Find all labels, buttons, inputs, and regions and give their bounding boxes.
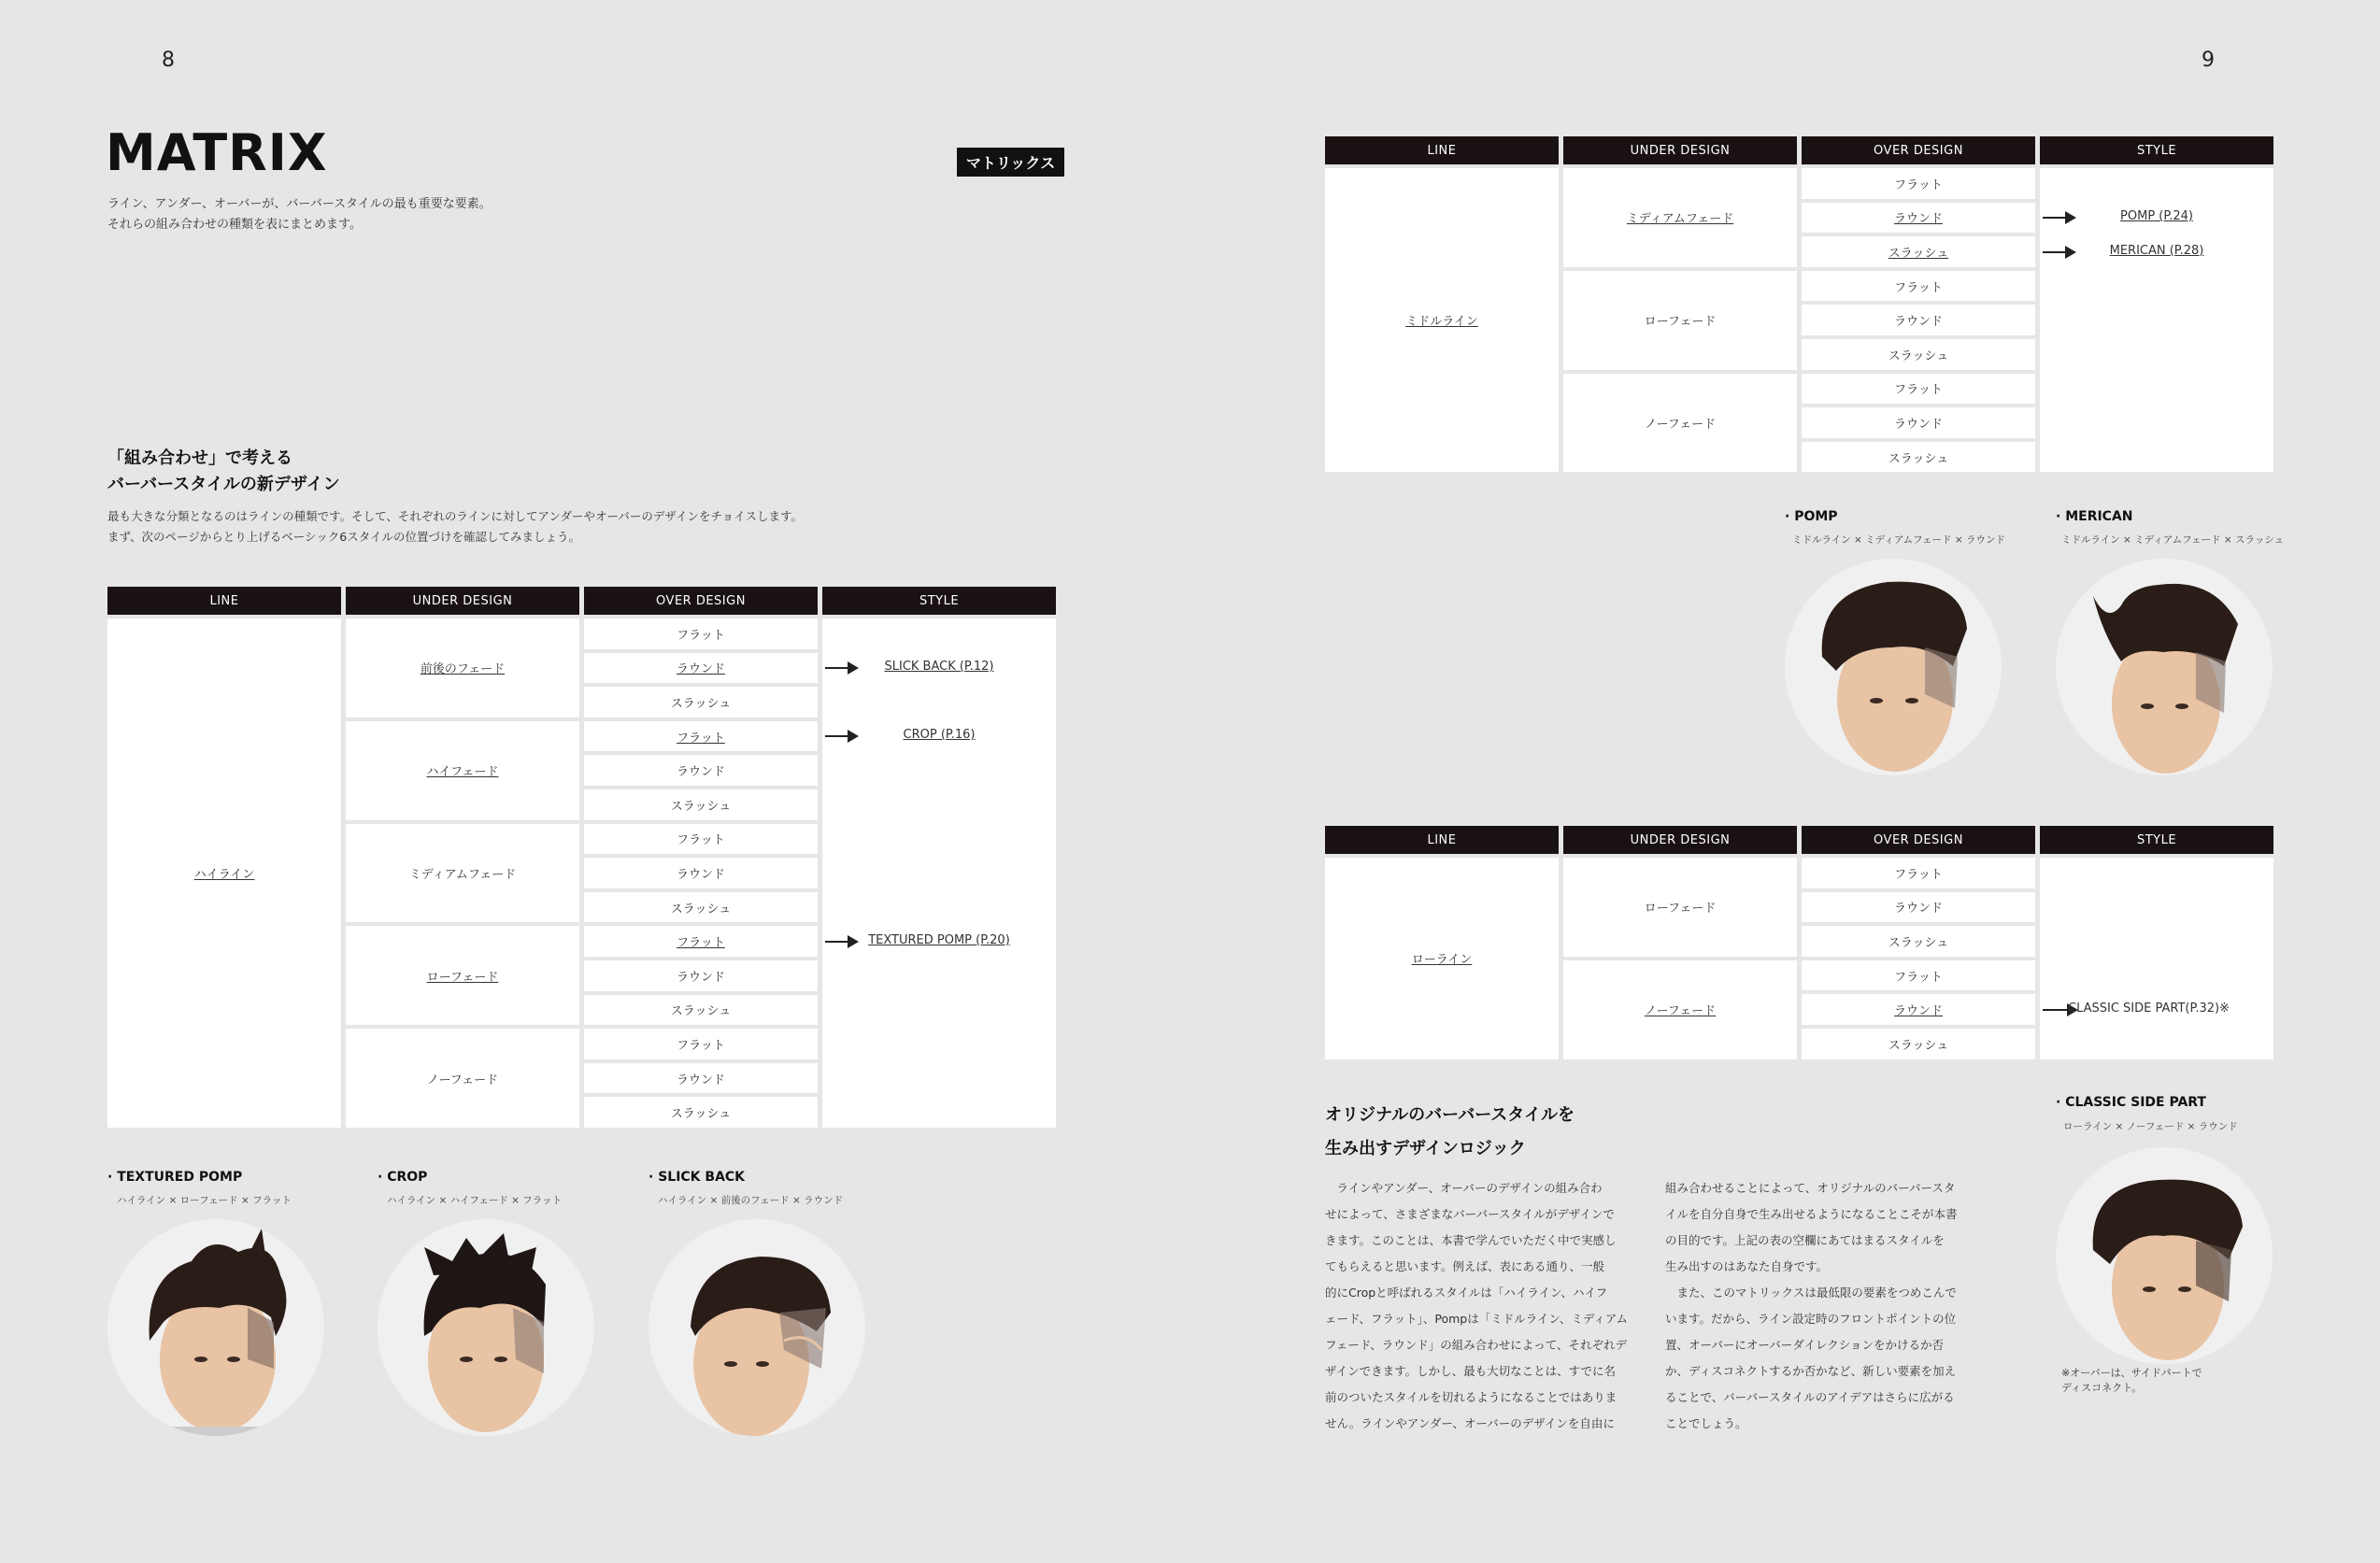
middle-table-style-label: MERICAN (P.28) bbox=[2109, 243, 2204, 258]
caption-crop-sub: ハイライン × ハイフェード × フラット bbox=[387, 1195, 563, 1206]
page-title: MATRIX bbox=[106, 123, 328, 182]
high-table-over-cell bbox=[584, 653, 818, 684]
middle-table-header-style: STYLE bbox=[2040, 136, 2273, 164]
low-table-under-cell bbox=[1563, 960, 1797, 1059]
caption-merican-title: · MERICAN bbox=[2056, 509, 2133, 524]
merican-photo bbox=[2056, 559, 2273, 775]
middle-table-over-cell bbox=[1802, 203, 2035, 234]
high-table-over-cell bbox=[584, 789, 818, 820]
high-table-under-label: ハイフェード bbox=[426, 765, 499, 780]
middle-table-over-cell bbox=[1802, 442, 2035, 473]
middle-table-over-cell bbox=[1802, 407, 2035, 438]
section2-heading: オリジナルのバーバースタイルを 生み出すデザインロジック bbox=[1325, 1105, 1575, 1158]
low-table-line-label: ローライン bbox=[1411, 953, 1473, 968]
middle-table-under-cell bbox=[1563, 271, 1797, 370]
section2-column-2: 組み合わせることによって、オリジナルのバーバースタ イルを自分自身で生み出せるようになることこそが本書 の目的です。上記の表の空欄にあてはまるスタイルを 生み出すのはあなた自身です。 また、このマトリックスは最低限の要素をつめこんで います。だから、ライン設定時のフロントポイントの位 置、オーバーにオーバーダイレクションをかけるか否 か、ディスコネクトするか否かなど、新しい要素を加え ることで、バーバースタイルのアイデアはさらに広がる ことでしょう。 bbox=[1665, 1181, 1958, 1430]
caption-crop-title: · CROP bbox=[378, 1170, 428, 1185]
low-table-under-label: ローフェード bbox=[1644, 902, 1717, 916]
high-table-over-cell bbox=[584, 926, 818, 957]
high-table-over-label: スラッシュ bbox=[670, 1004, 732, 1019]
caption-textured-pomp-sub: ハイライン × ローフェード × フラット bbox=[117, 1195, 292, 1206]
high-table-under-label: ミディアムフェード bbox=[408, 867, 517, 882]
high-table-style-label: SLICK BACK (P.12) bbox=[884, 659, 994, 674]
high-table-over-label: スラッシュ bbox=[670, 799, 732, 814]
classic-note: ※オーバーは、サイドパートで ディスコネクト。 bbox=[2061, 1367, 2202, 1394]
middle-table-over-label: ラウンド bbox=[1893, 417, 1943, 432]
low-table-header-under-design: UNDER DESIGN bbox=[1563, 826, 1797, 854]
caption-classic-title: · CLASSIC SIDE PART bbox=[2056, 1095, 2206, 1110]
high-table-over-cell bbox=[584, 1063, 818, 1094]
low-table-header-over-design: OVER DESIGN bbox=[1802, 826, 2035, 854]
high-table-under-label: ノーフェード bbox=[426, 1073, 499, 1087]
textured-pomp-photo bbox=[107, 1219, 324, 1436]
high-table-over-label: フラット bbox=[677, 628, 725, 643]
high-table-over-cell bbox=[584, 1029, 818, 1059]
slick-back-photo bbox=[648, 1219, 865, 1436]
middle-table-over-label: スラッシュ bbox=[1888, 451, 1949, 466]
high-table-over-label: ラウンド bbox=[676, 662, 725, 677]
middle-table-header-line: LINE bbox=[1325, 136, 1559, 164]
high-table-over-cell bbox=[584, 1097, 818, 1128]
high-table-over-label: ラウンド bbox=[676, 1073, 725, 1087]
high-table-over-cell bbox=[584, 618, 818, 649]
high-table-over-label: スラッシュ bbox=[670, 902, 732, 916]
caption-textured-pomp-title: · TEXTURED POMP bbox=[107, 1170, 243, 1185]
high-table-under-cell bbox=[346, 1029, 579, 1128]
high-table-under-cell bbox=[346, 721, 579, 820]
middle-table-line-label: ミドルライン bbox=[1405, 315, 1478, 330]
high-table-under-label: ローフェード bbox=[426, 970, 499, 985]
classic-side-part-photo bbox=[2056, 1147, 2273, 1364]
high-table-over-label: フラット bbox=[677, 833, 725, 848]
title-tag: マトリックス bbox=[957, 148, 1064, 177]
middle-table-line-cell bbox=[1325, 168, 1559, 472]
high-table-over-label: フラット bbox=[677, 731, 725, 746]
low-table-over-label: ラウンド bbox=[1893, 1004, 1943, 1019]
middle-table-over-label: ラウンド bbox=[1893, 315, 1943, 330]
middle-table-over-cell bbox=[1802, 374, 2035, 405]
high-table-over-label: フラット bbox=[677, 936, 725, 951]
high-table-under-cell bbox=[346, 926, 579, 1025]
middle-table-under-label: ミディアムフェード bbox=[1626, 212, 1734, 227]
pomp-photo bbox=[1785, 559, 2002, 775]
high-table-header-over-design: OVER DESIGN bbox=[584, 587, 818, 615]
low-table-over-cell bbox=[1802, 1029, 2035, 1059]
middle-table-header-under-design: UNDER DESIGN bbox=[1563, 136, 1797, 164]
middle-table-over-cell bbox=[1802, 339, 2035, 370]
high-table-over-cell bbox=[584, 824, 818, 855]
low-table-over-label: スラッシュ bbox=[1888, 935, 1949, 950]
high-table-over-label: ラウンド bbox=[676, 867, 725, 882]
high-table-over-cell bbox=[584, 858, 818, 888]
high-table-under-cell bbox=[346, 824, 579, 923]
high-table-over-cell bbox=[584, 721, 818, 752]
low-table-over-cell bbox=[1802, 960, 2035, 991]
low-table-over-label: フラット bbox=[1894, 970, 1943, 985]
middle-table-over-cell bbox=[1802, 271, 2035, 302]
caption-pomp-sub: ミドルライン × ミディアムフェード × ラウンド bbox=[1792, 534, 2006, 546]
middle-table-over-label: スラッシュ bbox=[1888, 348, 1949, 363]
caption-classic-sub: ローライン × ノーフェード × ラウンド bbox=[2063, 1121, 2238, 1132]
high-table-over-label: フラット bbox=[677, 1038, 725, 1053]
low-table-header-style: STYLE bbox=[2040, 826, 2273, 854]
low-table-header-line: LINE bbox=[1325, 826, 1559, 854]
middle-table-under-cell bbox=[1563, 168, 1797, 267]
section-body: 最も大きな分類となるのはラインの種類です。そして、それぞれのラインに対してアンダーやオーバーのデザインをチョイスします。 まず、次のページからとり上げるベーシック6スタイルの位置づけを確認してみましょう。 bbox=[107, 509, 804, 544]
section-heading: 「組み合わせ」で考える バーバースタイルの新デザイン bbox=[107, 448, 340, 494]
page-number-left: 8 bbox=[162, 49, 175, 72]
high-table-over-cell bbox=[584, 892, 818, 923]
page-number-right: 9 bbox=[2202, 49, 2215, 72]
high-table-over-label: ラウンド bbox=[676, 765, 725, 780]
low-table-over-label: スラッシュ bbox=[1888, 1038, 1949, 1053]
caption-pomp-title: · POMP bbox=[1785, 509, 1838, 524]
intro-text: ライン、アンダー、オーバーが、バーバースタイルの最も重要な要素。 それらの組み合わせの種類を表にまとめます。 bbox=[107, 197, 492, 232]
low-table-over-label: フラット bbox=[1894, 867, 1943, 882]
high-table-under-cell bbox=[346, 618, 579, 718]
low-table-under-label: ノーフェード bbox=[1644, 1004, 1717, 1019]
high-table-line-cell bbox=[107, 618, 341, 1128]
high-table-over-cell bbox=[584, 687, 818, 718]
low-table-over-cell bbox=[1802, 858, 2035, 888]
caption-merican-sub: ミドルライン × ミディアムフェード × スラッシュ bbox=[2061, 534, 2285, 546]
caption-slick-back-sub: ハイライン × 前後のフェード × ラウンド bbox=[658, 1195, 844, 1206]
high-table-over-cell bbox=[584, 755, 818, 786]
section2-column-1: ラインやアンダー、オーバーのデザインの組み合わ せによって、さまざまなバーバースタイルがデザインで きます。このことは、本書で学んでいただく中で実感し てもらえると思います。例えば、表にある通り、一般 的にCropと呼ばれるスタイルは「ハイライン、ハイフ ェード、フラット」、Pompは「ミドルライン、ミディアム フェード、ラウンド」の組み合わせによって、それぞれデ ザインできます。しかし、最も大切なことは、すでに名 前のついたスタイルを切れるようになることではありま せん。ラインやアンダー、オーバーのデザインを自由に bbox=[1325, 1181, 1628, 1430]
low-table-style-cell bbox=[2040, 858, 2273, 1059]
high-table-line-label: ハイライン bbox=[193, 868, 255, 882]
high-table-over-label: ラウンド bbox=[676, 970, 725, 985]
low-table-over-cell bbox=[1802, 892, 2035, 923]
middle-table-over-cell bbox=[1802, 305, 2035, 335]
high-table-over-label: スラッシュ bbox=[670, 1107, 732, 1122]
high-table-header-line: LINE bbox=[107, 587, 341, 615]
high-table-style-label: CROP (P.16) bbox=[903, 728, 976, 743]
middle-table-over-label: フラット bbox=[1894, 383, 1943, 398]
middle-table-header-over-design: OVER DESIGN bbox=[1802, 136, 2035, 164]
middle-table-over-label: スラッシュ bbox=[1888, 246, 1949, 261]
low-table-over-cell bbox=[1802, 994, 2035, 1025]
middle-table-over-cell bbox=[1802, 236, 2035, 267]
high-table-over-cell bbox=[584, 960, 818, 991]
middle-table-under-label: ローフェード bbox=[1644, 315, 1717, 330]
high-table-style-label: TEXTURED POMP (P.20) bbox=[868, 932, 1010, 947]
high-table-under-label: 前後のフェード bbox=[420, 662, 506, 677]
crop-photo bbox=[378, 1219, 594, 1436]
low-table-style-label: CLASSIC SIDE PART(P.32)※ bbox=[2068, 1001, 2230, 1016]
middle-table-over-label: フラット bbox=[1894, 280, 1943, 295]
low-table-line-cell bbox=[1325, 858, 1559, 1059]
middle-table-over-label: フラット bbox=[1894, 178, 1943, 192]
low-table-over-label: ラウンド bbox=[1893, 902, 1943, 916]
high-table-header-under-design: UNDER DESIGN bbox=[346, 587, 579, 615]
high-table-style-cell bbox=[822, 618, 1056, 1128]
middle-table-under-cell bbox=[1563, 374, 1797, 473]
middle-table-under-label: ノーフェード bbox=[1644, 417, 1717, 432]
high-table-header-style: STYLE bbox=[822, 587, 1056, 615]
caption-slick-back-title: · SLICK BACK bbox=[648, 1170, 746, 1185]
middle-table-style-label: POMP (P.24) bbox=[2120, 208, 2193, 223]
high-table-over-cell bbox=[584, 995, 818, 1026]
middle-table-over-cell bbox=[1802, 168, 2035, 199]
middle-table-over-label: ラウンド bbox=[1893, 212, 1943, 227]
high-table-over-label: スラッシュ bbox=[670, 696, 732, 711]
low-table-over-cell bbox=[1802, 926, 2035, 957]
low-table-under-cell bbox=[1563, 858, 1797, 957]
